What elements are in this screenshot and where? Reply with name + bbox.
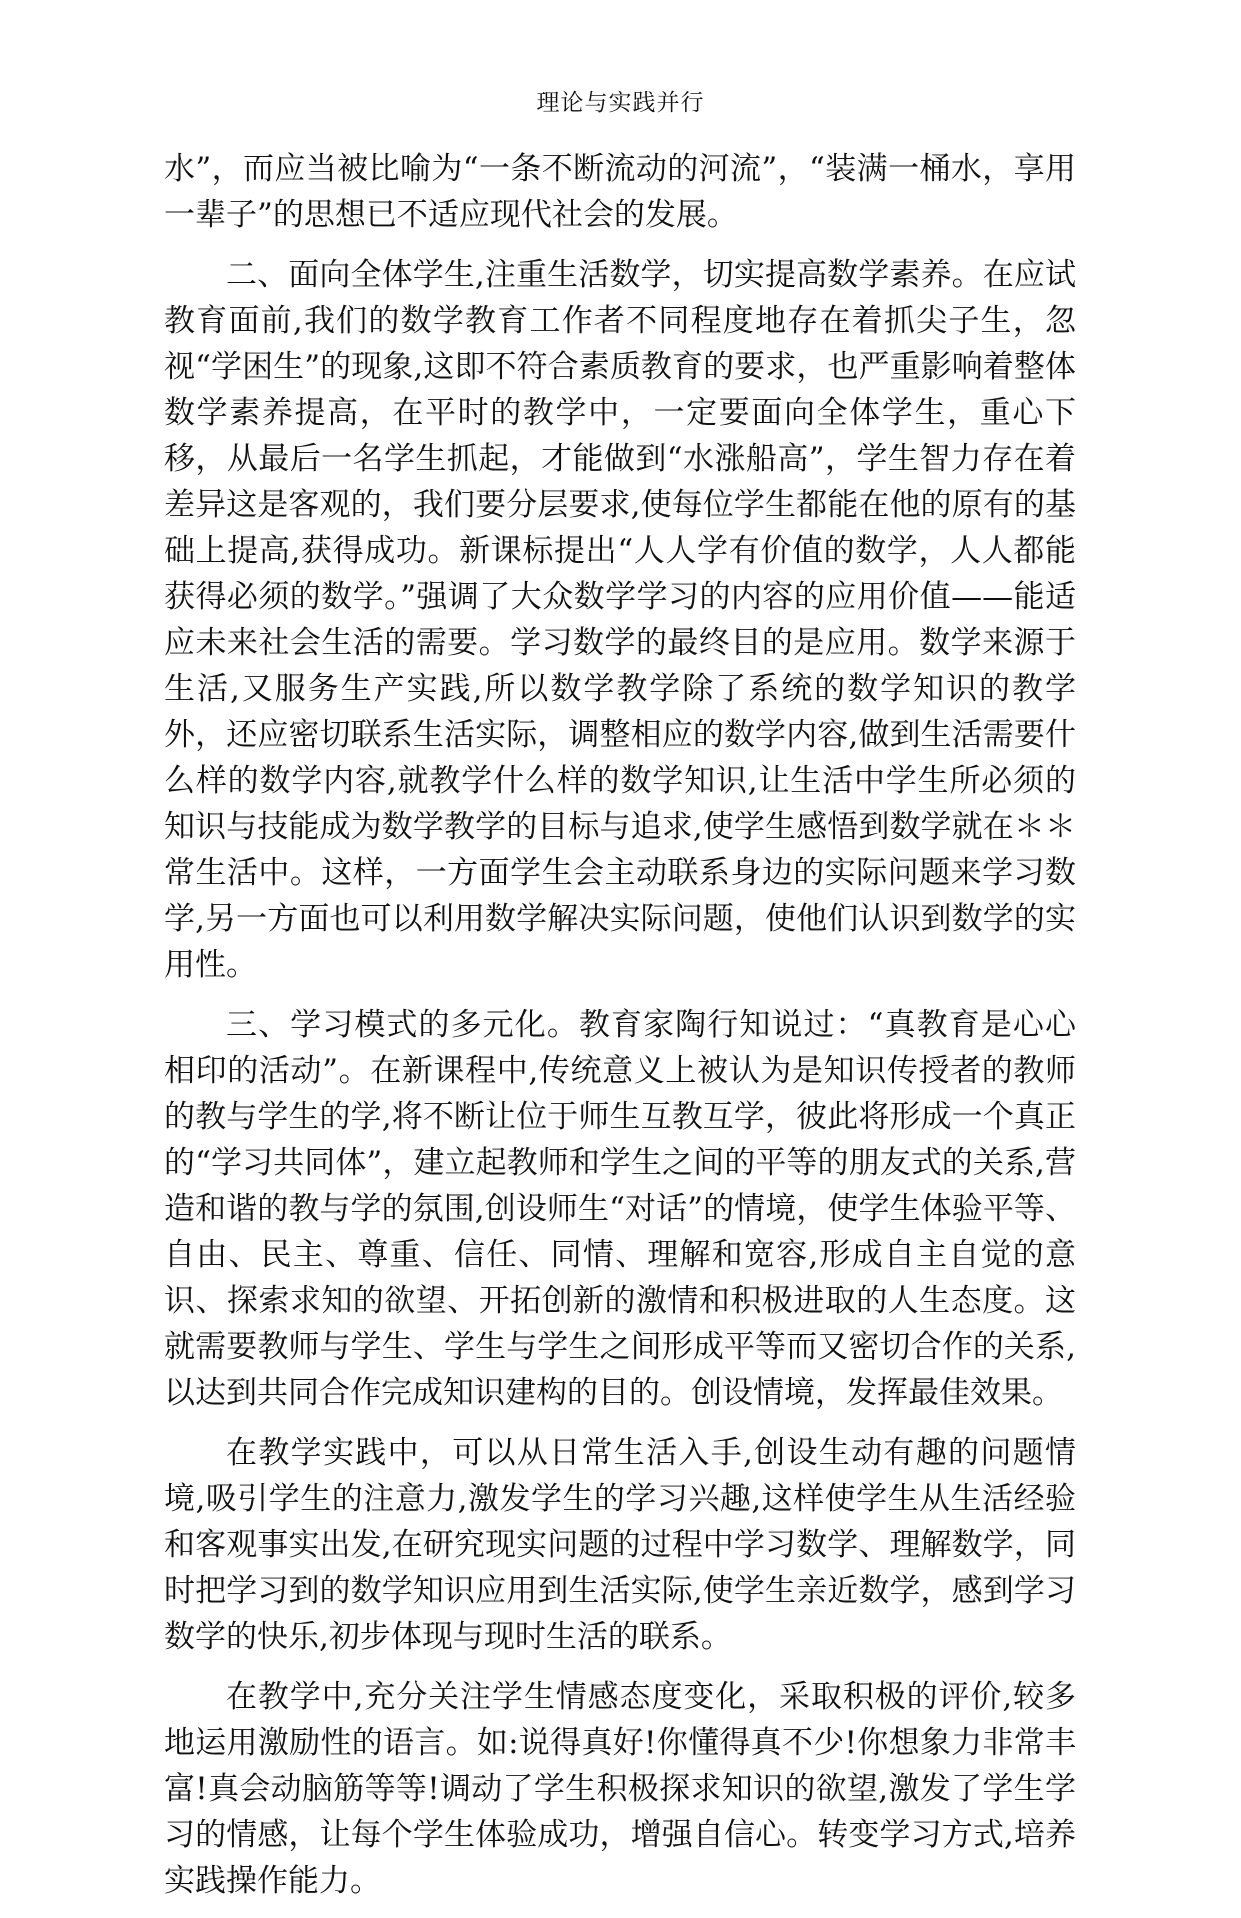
page-header: 理论与实践并行 bbox=[536, 90, 705, 116]
paragraph-continued: 水”，而应当被比喻为“一条不断流动的河流”，“装满一桶水，享用一辈子”的思想已不适应现代社会的发展。 bbox=[164, 151, 1076, 233]
paragraph-teaching-practice: 在教学实践中，可以从日常生活入手,创设生动有趣的问题情境,吸引学生的注意力,激发学生的学习兴趣,这样使学生从生活经验和客观事实出发,在研究现实问题的过程中学习数学、理解数学，同时把学习到的数学知识应用到生活实际,使学生亲近数学，感到学习数学的快乐,初步体现与现时生活的联系。 bbox=[164, 1435, 1076, 1655]
paragraph-teaching-evaluation: 在教学中,充分关注学生情感态度变化，采取积极的评价,较多地运用激励性的语言。如:说得真好!你懂得真不少!你想象力非常丰富!真会动脑筋等等!调动了学生积极探求知识的欲望,激发了学生学习的情感，让每个学生体验成功，增强自信心。转变学习方式,培养实践操作能力。 bbox=[164, 1679, 1076, 1899]
paragraph-section-two: 二、面向全体学生,注重生活数学，切实提高数学素养。在应试教育面前,我们的数学教育工作者不同程度地存在着抓尖子生，忽视“学困生”的现象,这即不符合素质教育的要求，也严重影响着整体数学素养提高，在平时的教学中，一定要面向全体学生，重心下移，从最后一名学生抓起，才能做到“水涨船高”，学生智力存在着差异这是客观的，我们要分层要求,使每位学生都能在他的原有的基础上提高,获得成功。新课标提出“人人学有价值的数学，人人都能获得必须的数学。”强调了大众数学学习的内容的应用价值——能适应未来社会生活的需要。学习数学的最终目的是应用。数学来源于生活,又服务生产实践,所以数学教学除了系统的数学知识的教学外，还应密切联系生活实际，调整相应的数学内容,做到生活需要什么样的数学内容,就教学什么样的数学知识,让生活中学生所必须的知识与技能成为数学教学的目标与追求,使学生感悟到数学就在＊＊常生活中。这样，一方面学生会主动联系身边的实际问题来学习数学,另一方面也可以利用数学解决实际问题，使他们认识到数学的实用性。 bbox=[164, 257, 1076, 983]
paragraph-section-three: 三、学习模式的多元化。教育家陶行知说过：“真教育是心心相印的活动”。在新课程中,传统意义上被认为是知识传授者的教师的教与学生的学,将不断让位于师生互教互学，彼此将形成一个真正的“学习共同体”，建立起教师和学生之间的平等的朋友式的关系,营造和谐的教与学的氛围,创设师生“对话”的情境，使学生体验平等、自由、民主、尊重、信任、同情、理解和宽容,形成自主自觉的意识、探索求知的欲望、开拓创新的激情和积极进取的人生态度。这就需要教师与学生、学生与学生之间形成平等而又密切合作的关系,以达到共同合作完成知识建构的目的。创设情境，发挥最佳效果。 bbox=[164, 1007, 1076, 1411]
document-body bbox=[164, 146, 1076, 1918]
